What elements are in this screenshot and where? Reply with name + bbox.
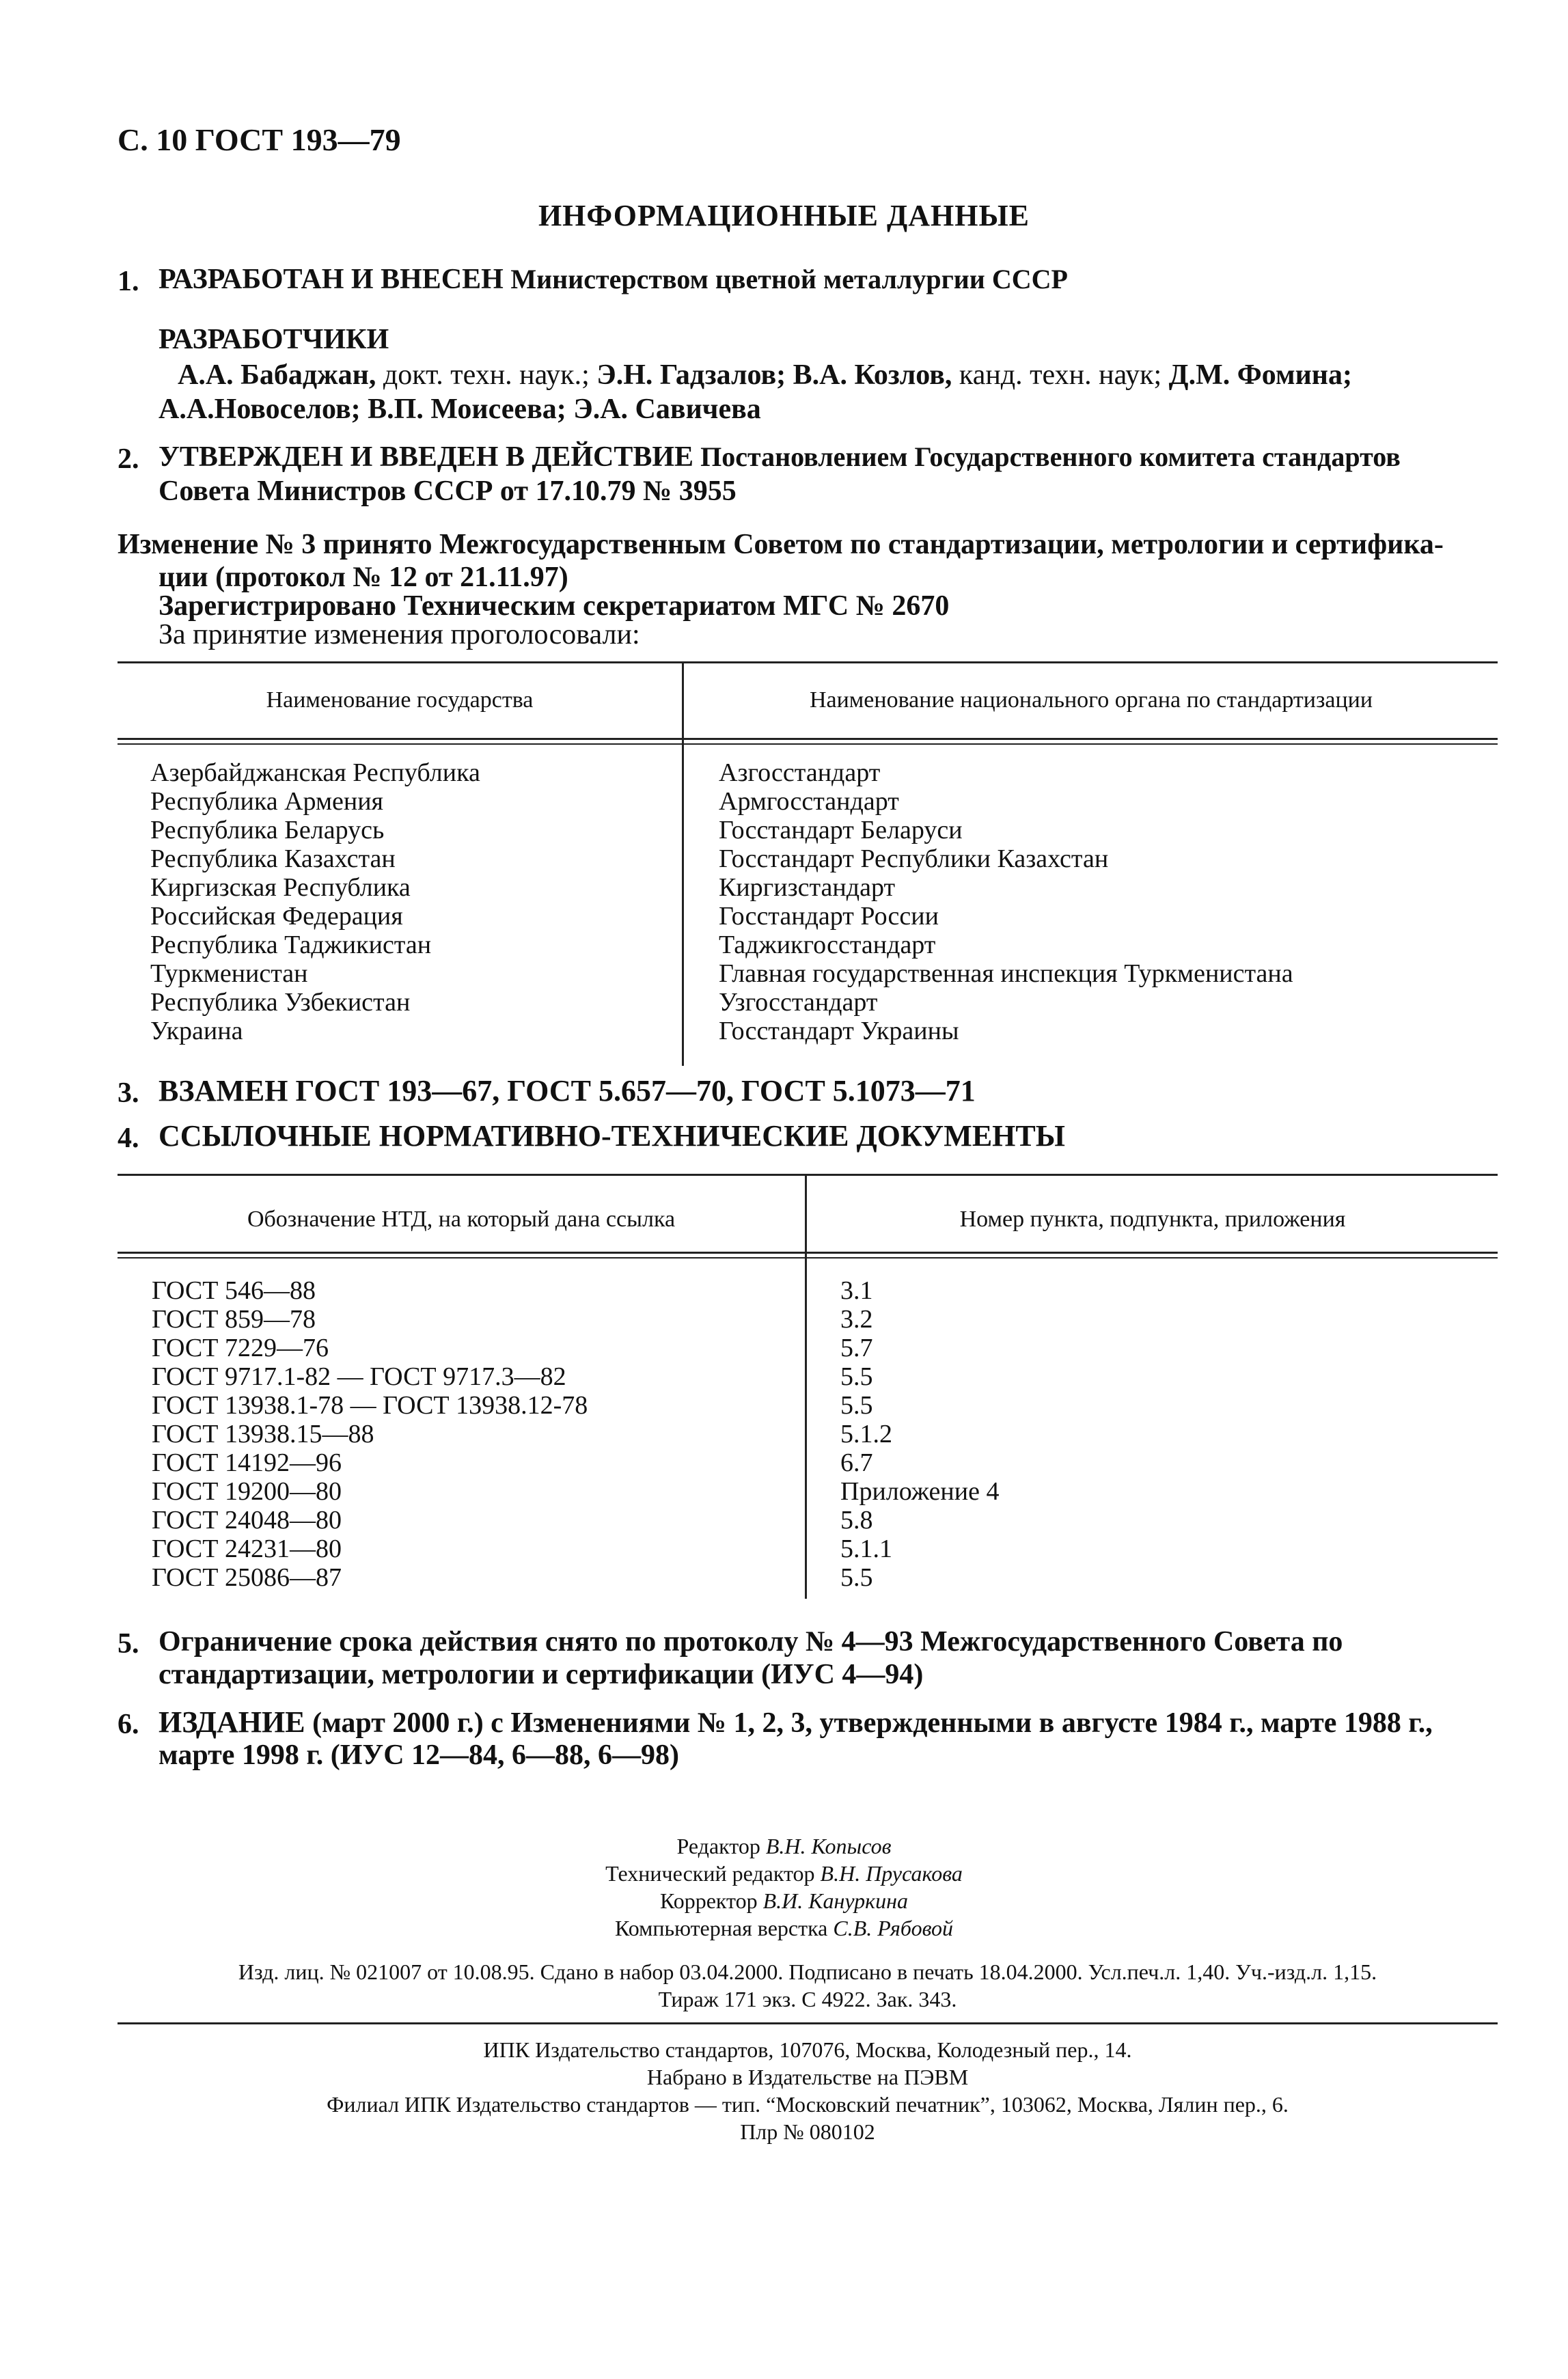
table-cell: Госстандарт Республики Казахстан xyxy=(719,844,1109,873)
item6-line1 xyxy=(159,1705,1433,1740)
voting-table xyxy=(118,661,1498,1066)
body-list xyxy=(719,758,1293,1045)
publisher-line1: ИПК Издательство стандартов, 107076, Москва, Колодезный пер., 14. xyxy=(483,2037,1132,2062)
item1-lead: РАЗРАБОТАН И ВНЕСЕН xyxy=(159,264,504,295)
table-rule xyxy=(118,738,1498,740)
table-rule xyxy=(118,1252,1498,1254)
table-cell: Таджикгосстандарт xyxy=(719,931,936,959)
publisher-line2: Набрано в Издательстве на ПЭВМ xyxy=(646,2065,969,2089)
page-title: ИНФОРМАЦИОННЫЕ ДАННЫЕ xyxy=(538,199,1030,232)
col-header-doc: Обозначение НТД, на который дана ссылка xyxy=(247,1207,676,1232)
developers-line2: А.А.Новоселов; В.П. Моисеева; Э.А. Савичева xyxy=(159,394,761,425)
developer-name: Э.Н. Гадзалов; В.А. Козлов, xyxy=(589,359,952,391)
item2-number: 2. xyxy=(118,443,139,475)
credit-layout: Компьютерная верстка С.В. Рябовой xyxy=(614,1916,954,1940)
table-cell: Главная государственная инспекция Туркменистана xyxy=(719,959,1293,988)
item2-lead: УТВЕРЖДЕН И ВВЕДЕН В ДЕЙСТВИЕ xyxy=(159,441,694,473)
table-cell: ГОСТ 24048—80 xyxy=(152,1506,342,1535)
item2-text1: Постановлением Государственного комитета стандартов xyxy=(693,441,1401,472)
item1-text: Министерством цветной металлургии СССР xyxy=(510,264,1068,294)
table-cell: 5.5 xyxy=(840,1391,873,1420)
page-header: С. 10 ГОСТ 193—79 xyxy=(118,122,401,157)
table-cell: ГОСТ 859—78 xyxy=(152,1305,316,1334)
item2 xyxy=(159,440,1401,508)
credits xyxy=(0,1832,1568,1942)
table-divider xyxy=(682,661,684,1066)
table-cell: 5.8 xyxy=(840,1506,873,1535)
change-line4: За принятие изменения проголосовали: xyxy=(159,619,640,650)
imprint-line1: Изд. лиц. № 021007 от 10.08.95. Сдано в набор 03.04.2000. Подписано в печать 18.04.2000. Усл.печ.л. 1,40. Уч.-изд.л. 1,15. xyxy=(238,1959,1377,1984)
item5-line1: Ограничение срока действия снято по протоколу № 4—93 Межгосударственного Совета по xyxy=(159,1626,1343,1658)
item5-line2: стандартизации, метрологии и сертификации (ИУС 4—94) xyxy=(159,1659,924,1690)
imprint-line2: Тираж 171 экз. С 4922. Зак. 343. xyxy=(658,1987,957,2011)
developer-name: Д.М. Фомина; xyxy=(1161,359,1352,391)
item3-number: 3. xyxy=(118,1077,139,1109)
table-cell: Азербайджанская Республика xyxy=(150,758,480,787)
item3-text: ВЗАМЕН ГОСТ 193—67, ГОСТ 5.657—70, ГОСТ 5.1073—71 xyxy=(159,1074,976,1108)
developer-degree: канд. техн. наук; xyxy=(952,359,1162,391)
table-cell: 5.5 xyxy=(840,1563,873,1592)
publisher-line4: Плр № 080102 xyxy=(740,2119,875,2144)
item6-text1: (март 2000 г.) с Изменениями № 1, 2, 3, утвержденными в августе 1984 г., марте 1988 г., xyxy=(305,1707,1433,1739)
col-header-ref: Номер пункта, подпункта, приложения xyxy=(959,1207,1346,1232)
item6-lead: ИЗДАНИЕ xyxy=(159,1705,305,1739)
table-rule xyxy=(118,743,1498,745)
table-cell: ГОСТ 25086—87 xyxy=(152,1563,342,1592)
ref-list xyxy=(840,1276,999,1592)
col-header-state: Наименование государства xyxy=(266,687,534,713)
table-cell: Госстандарт Беларуси xyxy=(719,816,963,844)
table-cell: Республика Казахстан xyxy=(150,844,396,873)
developers-line1 xyxy=(178,358,1352,392)
table-cell: 5.7 xyxy=(840,1334,873,1362)
credit-proofreader: Корректор В.И. Кануркина xyxy=(659,1888,909,1913)
item1 xyxy=(159,262,1068,297)
table-cell: Республика Таджикистан xyxy=(150,931,432,959)
item5-number: 5. xyxy=(118,1628,139,1660)
references-table xyxy=(118,1174,1498,1599)
change-line3: Зарегистрировано Техническим секретариатом МГС № 2670 xyxy=(159,590,950,622)
table-cell: Республика Беларусь xyxy=(150,816,385,844)
publisher-line3: Филиал ИПК Издательство стандартов — тип. “Московский печатник”, 103062, Москва, Лялин пер., 6. xyxy=(327,2092,1289,2117)
developer-name: А.А. Бабаджан, xyxy=(178,359,376,391)
table-cell: ГОСТ 24231—80 xyxy=(152,1535,342,1563)
table-cell: Госстандарт Украины xyxy=(719,1017,959,1045)
table-cell: ГОСТ 9717.1-82 — ГОСТ 9717.3—82 xyxy=(152,1362,566,1391)
table-cell: ГОСТ 13938.1-78 — ГОСТ 13938.12-78 xyxy=(152,1391,588,1420)
table-cell: ГОСТ 546—88 xyxy=(152,1276,316,1305)
table-cell: 5.1.2 xyxy=(840,1420,892,1448)
developers-heading: РАЗРАБОТЧИКИ xyxy=(159,324,389,355)
table-cell: 5.5 xyxy=(840,1362,873,1391)
item1-number: 1. xyxy=(118,266,139,297)
table-cell: Украина xyxy=(150,1017,243,1045)
item6-number: 6. xyxy=(118,1709,139,1740)
table-cell: ГОСТ 14192—96 xyxy=(152,1448,342,1477)
table-cell: ГОСТ 7229—76 xyxy=(152,1334,329,1362)
developer-degree: докт. техн. наук.; xyxy=(376,359,590,391)
item2-text2: Совета Министров СССР от 17.10.79 № 3955 xyxy=(159,476,737,507)
change-line1: Изменение № 3 принято Межгосударственным Советом по стандартизации, метрологии и сертифика- xyxy=(118,529,1444,560)
change-line2: ции (протокол № 12 от 21.11.97) xyxy=(159,562,568,593)
table-cell: Туркменистан xyxy=(150,959,308,988)
credit-editor: Редактор В.Н. Копысов xyxy=(676,1834,892,1858)
state-list xyxy=(150,758,480,1045)
item4-number: 4. xyxy=(118,1123,139,1154)
table-cell: Киргизская Республика xyxy=(150,873,411,902)
credit-tech-editor: Технический редактор В.Н. Прусакова xyxy=(605,1861,963,1886)
table-cell: ГОСТ 19200—80 xyxy=(152,1477,342,1506)
item4-text: ССЫЛОЧНЫЕ НОРМАТИВНО-ТЕХНИЧЕСКИЕ ДОКУМЕНТЫ xyxy=(159,1119,1065,1153)
item6-line2: марте 1998 г. (ИУС 12—84, 6—88, 6—98) xyxy=(159,1739,680,1771)
table-cell: 3.2 xyxy=(840,1305,873,1334)
doc-list xyxy=(152,1276,588,1592)
table-rule xyxy=(118,661,1498,663)
col-header-body: Наименование национального органа по стандартизации xyxy=(809,687,1373,713)
table-divider xyxy=(805,1174,807,1599)
table-cell: 3.1 xyxy=(840,1276,873,1305)
table-rule xyxy=(118,1257,1498,1259)
divider xyxy=(118,2022,1498,2024)
table-cell: Российская Федерация xyxy=(150,902,403,931)
table-cell: Армгосстандарт xyxy=(719,787,899,816)
table-cell: Республика Узбекистан xyxy=(150,988,411,1017)
table-cell: Киргизстандарт xyxy=(719,873,896,902)
publisher-info xyxy=(118,2036,1498,2145)
table-cell: ГОСТ 13938.15—88 xyxy=(152,1420,374,1448)
table-rule xyxy=(118,1174,1498,1176)
table-cell: Азгосстандарт xyxy=(719,758,881,787)
table-cell: Приложение 4 xyxy=(840,1477,1000,1506)
table-cell: Узгосстандарт xyxy=(719,988,878,1017)
imprint xyxy=(118,1958,1498,2013)
table-cell: 5.1.1 xyxy=(840,1535,892,1563)
table-cell: 6.7 xyxy=(840,1448,873,1477)
table-cell: Госстандарт России xyxy=(719,902,939,931)
table-cell: Республика Армения xyxy=(150,787,384,816)
